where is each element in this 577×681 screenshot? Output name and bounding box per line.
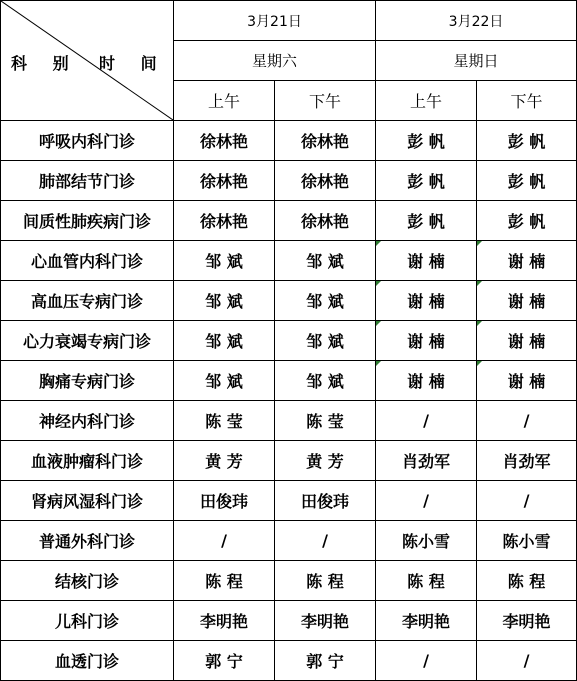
doctor-cell: / [376, 401, 477, 441]
doctor-cell: / [477, 401, 577, 441]
table-row [1, 361, 577, 401]
weekday-header-2: 星期日 [376, 41, 577, 81]
doctor-cell: 邹 斌 [275, 281, 376, 321]
doctor-cell: 邹 斌 [275, 321, 376, 361]
doctor-cell: 李明艳 [376, 601, 477, 641]
table-row [1, 641, 577, 681]
doctor-cell: 谢 楠 [477, 361, 577, 401]
department-name: 神经内科门诊 [1, 401, 174, 441]
table-row [1, 601, 577, 641]
table-row [1, 161, 577, 201]
department-name: 胸痛专病门诊 [1, 361, 174, 401]
doctor-cell: 邹 斌 [174, 281, 275, 321]
doctor-cell: 彭 帆 [376, 201, 477, 241]
department-name: 血液肿瘤科门诊 [1, 441, 174, 481]
table-row [1, 521, 577, 561]
doctor-cell: 徐林艳 [275, 161, 376, 201]
doctor-cell: / [376, 641, 477, 681]
doctor-cell: 邹 斌 [275, 361, 376, 401]
half-day-header: 上午 [174, 81, 275, 121]
doctor-cell: 徐林艳 [174, 201, 275, 241]
corner-subject-label: 科 别 [11, 54, 79, 73]
department-name: 高血压专病门诊 [1, 281, 174, 321]
doctor-cell: 陈小雪 [376, 521, 477, 561]
doctor-cell: 徐林艳 [275, 201, 376, 241]
table-row [1, 201, 577, 241]
department-name: 心力衰竭专病门诊 [1, 321, 174, 361]
doctor-cell: / [275, 521, 376, 561]
half-day-header: 下午 [275, 81, 376, 121]
table-row [1, 481, 577, 521]
table-row [1, 321, 577, 361]
department-name: 肾病风湿科门诊 [1, 481, 174, 521]
doctor-cell: 黄 芳 [275, 441, 376, 481]
half-day-header: 上午 [376, 81, 477, 121]
doctor-cell: 肖劲军 [376, 441, 477, 481]
doctor-cell: 谢 楠 [376, 361, 477, 401]
doctor-cell: 陈 莹 [174, 401, 275, 441]
doctor-cell: 徐林艳 [174, 161, 275, 201]
doctor-cell: 李明艳 [174, 601, 275, 641]
doctor-cell: 郭 宁 [174, 641, 275, 681]
half-day-header: 下午 [477, 81, 577, 121]
corner-cell [1, 1, 174, 121]
department-name: 间质性肺疾病门诊 [1, 201, 174, 241]
header-row-dates [1, 1, 577, 41]
doctor-cell: 谢 楠 [477, 321, 577, 361]
doctor-cell: 陈 程 [275, 561, 376, 601]
doctor-cell: 谢 楠 [376, 281, 477, 321]
weekday-header-1: 星期六 [174, 41, 376, 81]
doctor-cell: 邹 斌 [174, 241, 275, 281]
doctor-cell: 彭 帆 [477, 201, 577, 241]
doctor-cell: 田俊玮 [174, 481, 275, 521]
date-header-1: 3月21日 [174, 1, 376, 41]
doctor-cell: 徐林艳 [275, 121, 376, 161]
doctor-cell: 陈 程 [477, 561, 577, 601]
table-row [1, 121, 577, 161]
doctor-cell: 彭 帆 [376, 121, 477, 161]
doctor-cell: 郭 宁 [275, 641, 376, 681]
doctor-cell: 肖劲军 [477, 441, 577, 481]
doctor-cell: 陈 程 [376, 561, 477, 601]
doctor-cell: 彭 帆 [477, 121, 577, 161]
doctor-cell: 谢 楠 [477, 281, 577, 321]
doctor-cell: 黄 芳 [174, 441, 275, 481]
table-row [1, 561, 577, 601]
table-row [1, 441, 577, 481]
department-name: 普通外科门诊 [1, 521, 174, 561]
date-header-2: 3月22日 [376, 1, 577, 41]
doctor-cell: / [477, 641, 577, 681]
doctor-cell: 李明艳 [275, 601, 376, 641]
department-name: 肺部结节门诊 [1, 161, 174, 201]
department-name: 呼吸内科门诊 [1, 121, 174, 161]
department-name: 儿科门诊 [1, 601, 174, 641]
table-row [1, 401, 577, 441]
department-name: 血透门诊 [1, 641, 174, 681]
doctor-cell: 陈 莹 [275, 401, 376, 441]
doctor-cell: 彭 帆 [376, 161, 477, 201]
doctor-cell: 彭 帆 [477, 161, 577, 201]
doctor-cell: / [376, 481, 477, 521]
doctor-cell: 徐林艳 [174, 121, 275, 161]
corner-time-label: 时 间 [99, 54, 167, 73]
doctor-cell: 谢 楠 [376, 321, 477, 361]
doctor-cell: 李明艳 [477, 601, 577, 641]
doctor-cell: 田俊玮 [275, 481, 376, 521]
table-row [1, 281, 577, 321]
department-name: 结核门诊 [1, 561, 174, 601]
table-row [1, 241, 577, 281]
doctor-cell: / [477, 481, 577, 521]
doctor-cell: 邹 斌 [275, 241, 376, 281]
doctor-cell: 邹 斌 [174, 361, 275, 401]
department-name: 心血管内科门诊 [1, 241, 174, 281]
doctor-cell: 谢 楠 [477, 241, 577, 281]
doctor-cell: 陈 程 [174, 561, 275, 601]
doctor-cell: 邹 斌 [174, 321, 275, 361]
doctor-cell: 陈小雪 [477, 521, 577, 561]
doctor-cell: 谢 楠 [376, 241, 477, 281]
doctor-cell: / [174, 521, 275, 561]
